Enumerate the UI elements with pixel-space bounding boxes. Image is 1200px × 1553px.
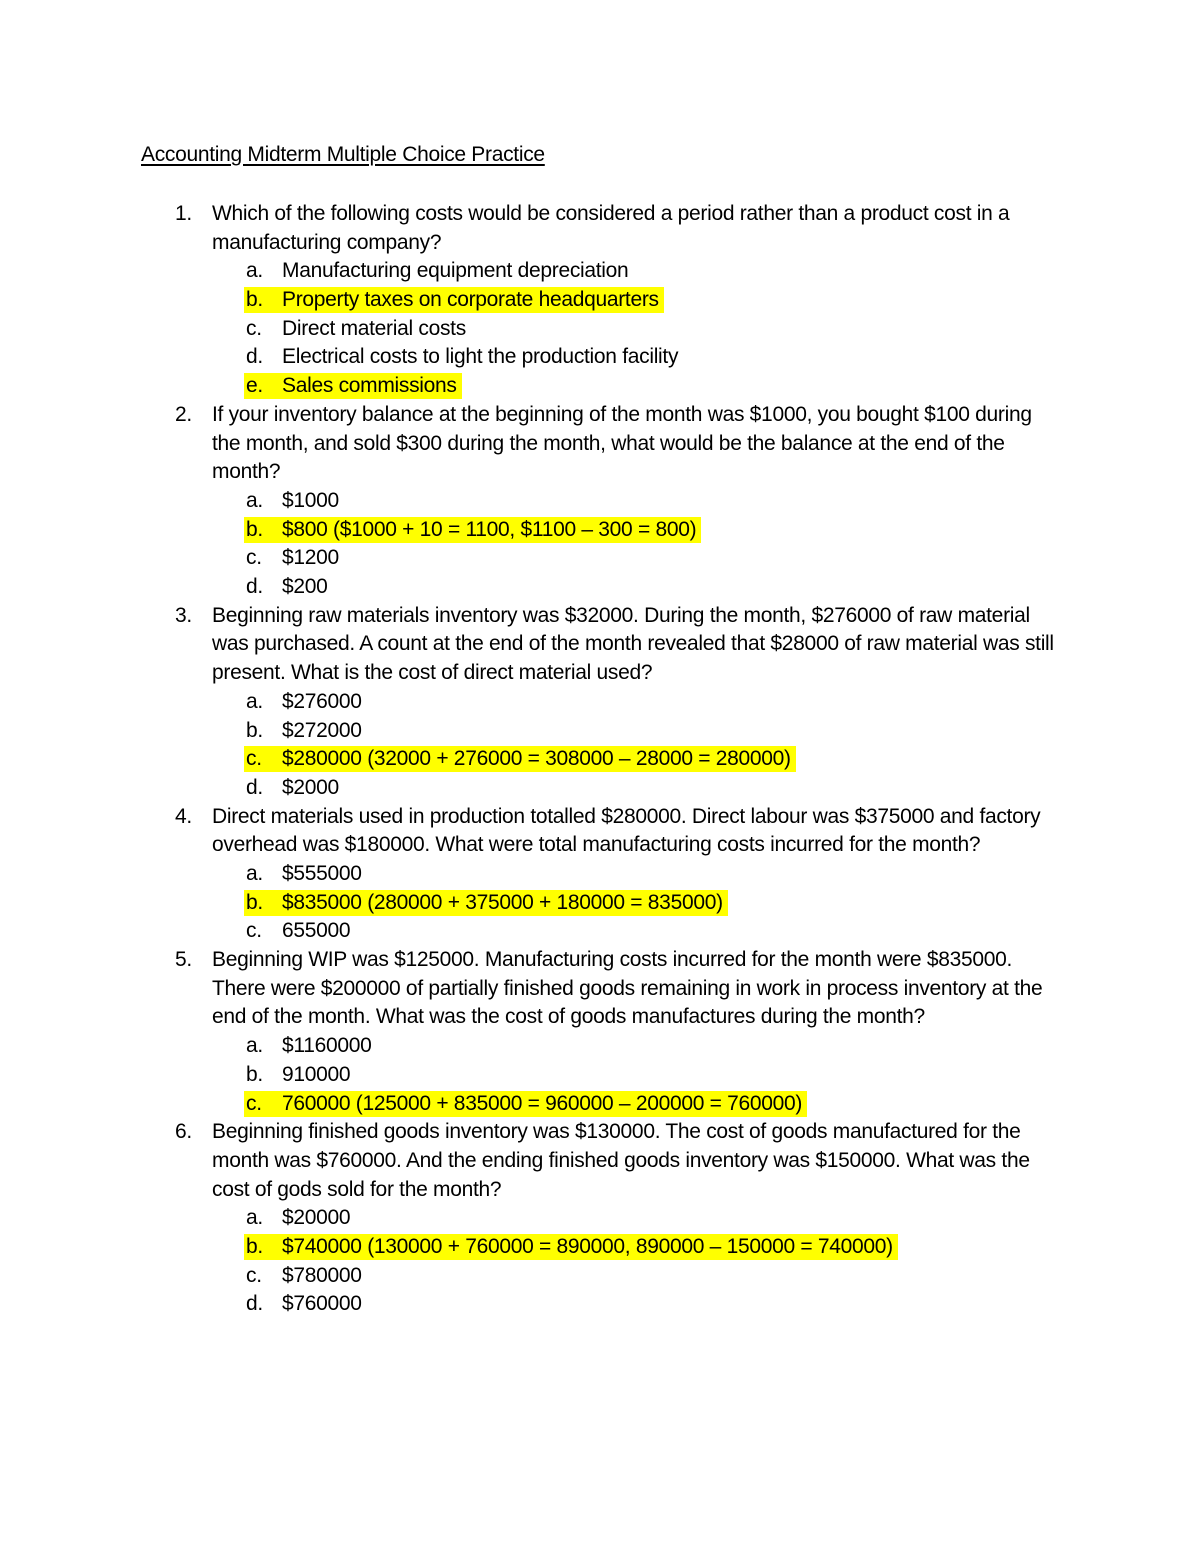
option-text: 760000 (125000 + 835000 = 960000 – 200000 = 760000) bbox=[282, 1091, 803, 1115]
answer-option-highlighted bbox=[0, 372, 1200, 401]
answer-option bbox=[0, 343, 1200, 372]
option-letter: d. bbox=[246, 775, 263, 799]
answer-option bbox=[0, 1290, 1200, 1319]
option-text: $800 ($1000 + 10 = 1100, $1100 – 300 = 800) bbox=[282, 517, 697, 541]
answer-option bbox=[0, 1204, 1200, 1233]
option-text: $1200 bbox=[282, 546, 339, 570]
option-letter: b. bbox=[246, 1235, 263, 1258]
option-text: $272000 bbox=[282, 718, 362, 742]
question-text: Direct materials used in production totalled $280000. Direct labour was $375000 and factory overhead was $180000. What were total manufacturing costs incurred for the month? bbox=[212, 804, 1041, 857]
option-letter: b. bbox=[246, 718, 263, 742]
option-letter: a. bbox=[246, 488, 263, 512]
document-title: Accounting Midterm Multiple Choice Practice bbox=[141, 143, 545, 166]
answer-option bbox=[0, 1032, 1200, 1061]
option-text: $740000 (130000 + 760000 = 890000, 890000 – 150000 = 740000) bbox=[282, 1235, 893, 1258]
answer-option bbox=[0, 688, 1200, 717]
question-item bbox=[0, 803, 1200, 946]
question-text: Beginning WIP was $125000. Manufacturing costs incurred for the month were $835000. There were $200000 of partially finished goods remaining in work in process inventory at the end of the month. What was the cost of goods manufactures during the month? bbox=[212, 948, 1043, 1029]
question-text: Beginning finished goods inventory was $130000. The cost of goods manufactured for the month was $760000. And the ending finished goods inventory was $150000. What was the cost of gods sold for the month? bbox=[212, 1120, 1030, 1201]
option-letter: d. bbox=[246, 575, 263, 599]
question-item bbox=[0, 602, 1200, 803]
option-text: Direct material costs bbox=[282, 316, 466, 340]
question-text: Which of the following costs would be considered a period rather than a product cost in a manufacturing company? bbox=[212, 202, 1010, 254]
answer-option bbox=[0, 1061, 1200, 1090]
answer-option-highlighted bbox=[0, 1233, 1200, 1262]
option-letter: a. bbox=[246, 1034, 263, 1058]
question-number: 3. bbox=[175, 603, 192, 627]
option-letter: a. bbox=[246, 861, 263, 885]
answer-option-highlighted bbox=[0, 1090, 1200, 1119]
option-text: $20000 bbox=[282, 1206, 351, 1230]
option-text: $1000 bbox=[282, 488, 339, 512]
answer-option-highlighted bbox=[0, 286, 1200, 315]
answer-option bbox=[0, 487, 1200, 516]
option-text: $200 bbox=[282, 575, 328, 599]
question-number: 4. bbox=[175, 804, 192, 828]
option-text: $276000 bbox=[282, 689, 362, 713]
answer-option bbox=[0, 573, 1200, 602]
answer-option bbox=[0, 257, 1200, 286]
question-item bbox=[0, 1118, 1200, 1319]
question-number: 2. bbox=[175, 402, 192, 426]
answer-option-highlighted bbox=[0, 516, 1200, 545]
option-text: $835000 (280000 + 375000 + 180000 = 835000) bbox=[282, 890, 723, 914]
answer-option-highlighted bbox=[0, 745, 1200, 774]
option-letter: a. bbox=[246, 1206, 263, 1230]
option-letter: b. bbox=[246, 890, 263, 914]
option-letter: e. bbox=[246, 374, 263, 398]
option-letter: b. bbox=[246, 1062, 263, 1086]
answer-option bbox=[0, 1262, 1200, 1291]
option-text: Sales commissions bbox=[282, 374, 457, 398]
option-text: $555000 bbox=[282, 861, 362, 885]
option-text: 910000 bbox=[282, 1062, 351, 1086]
question-list bbox=[0, 200, 1200, 1319]
answer-option bbox=[0, 917, 1200, 946]
option-letter: b. bbox=[246, 517, 263, 541]
option-text: Electrical costs to light the production facility bbox=[282, 345, 679, 369]
option-letter: d. bbox=[246, 345, 263, 369]
answer-option-highlighted bbox=[0, 889, 1200, 918]
answer-option bbox=[0, 774, 1200, 803]
option-text: Property taxes on corporate headquarters bbox=[282, 288, 659, 312]
answer-options bbox=[0, 688, 1200, 803]
answer-option bbox=[0, 315, 1200, 344]
option-letter: c. bbox=[246, 316, 262, 340]
question-number: 6. bbox=[175, 1120, 192, 1144]
question-item bbox=[0, 946, 1200, 1118]
question-number: 1. bbox=[175, 202, 192, 225]
option-text: $760000 bbox=[282, 1292, 362, 1316]
option-text: $280000 (32000 + 276000 = 308000 – 28000 = 280000) bbox=[282, 747, 791, 771]
option-text: 655000 bbox=[282, 919, 351, 943]
answer-options bbox=[0, 487, 1200, 602]
option-letter: c. bbox=[246, 747, 262, 771]
option-letter: d. bbox=[246, 1292, 263, 1316]
option-text: $2000 bbox=[282, 775, 339, 799]
option-text: $780000 bbox=[282, 1263, 362, 1287]
answer-options bbox=[0, 1204, 1200, 1319]
answer-option bbox=[0, 544, 1200, 573]
option-letter: c. bbox=[246, 919, 262, 943]
option-letter: a. bbox=[246, 689, 263, 713]
answer-options bbox=[0, 257, 1200, 400]
question-text: If your inventory balance at the beginning of the month was $1000, you bought $100 during the month, and sold $300 during the month, what would be the balance at the end of the month? bbox=[212, 402, 1032, 484]
question-item bbox=[0, 401, 1200, 602]
option-text: $1160000 bbox=[282, 1034, 372, 1058]
question-item bbox=[0, 200, 1200, 401]
answer-option bbox=[0, 860, 1200, 889]
option-letter: c. bbox=[246, 546, 262, 570]
option-letter: b. bbox=[246, 288, 263, 312]
answer-option bbox=[0, 717, 1200, 746]
answer-options bbox=[0, 860, 1200, 946]
option-letter: a. bbox=[246, 259, 263, 283]
question-number: 5. bbox=[175, 948, 192, 972]
answer-options bbox=[0, 1032, 1200, 1118]
question-text: Beginning raw materials inventory was $32000. During the month, $276000 of raw material was purchased. A count at the end of the month revealed that $28000 of raw material was still present. What is the cost of direct material used? bbox=[212, 603, 1054, 685]
option-text: Manufacturing equipment depreciation bbox=[282, 259, 629, 283]
option-letter: c. bbox=[246, 1091, 262, 1115]
option-letter: c. bbox=[246, 1263, 262, 1287]
